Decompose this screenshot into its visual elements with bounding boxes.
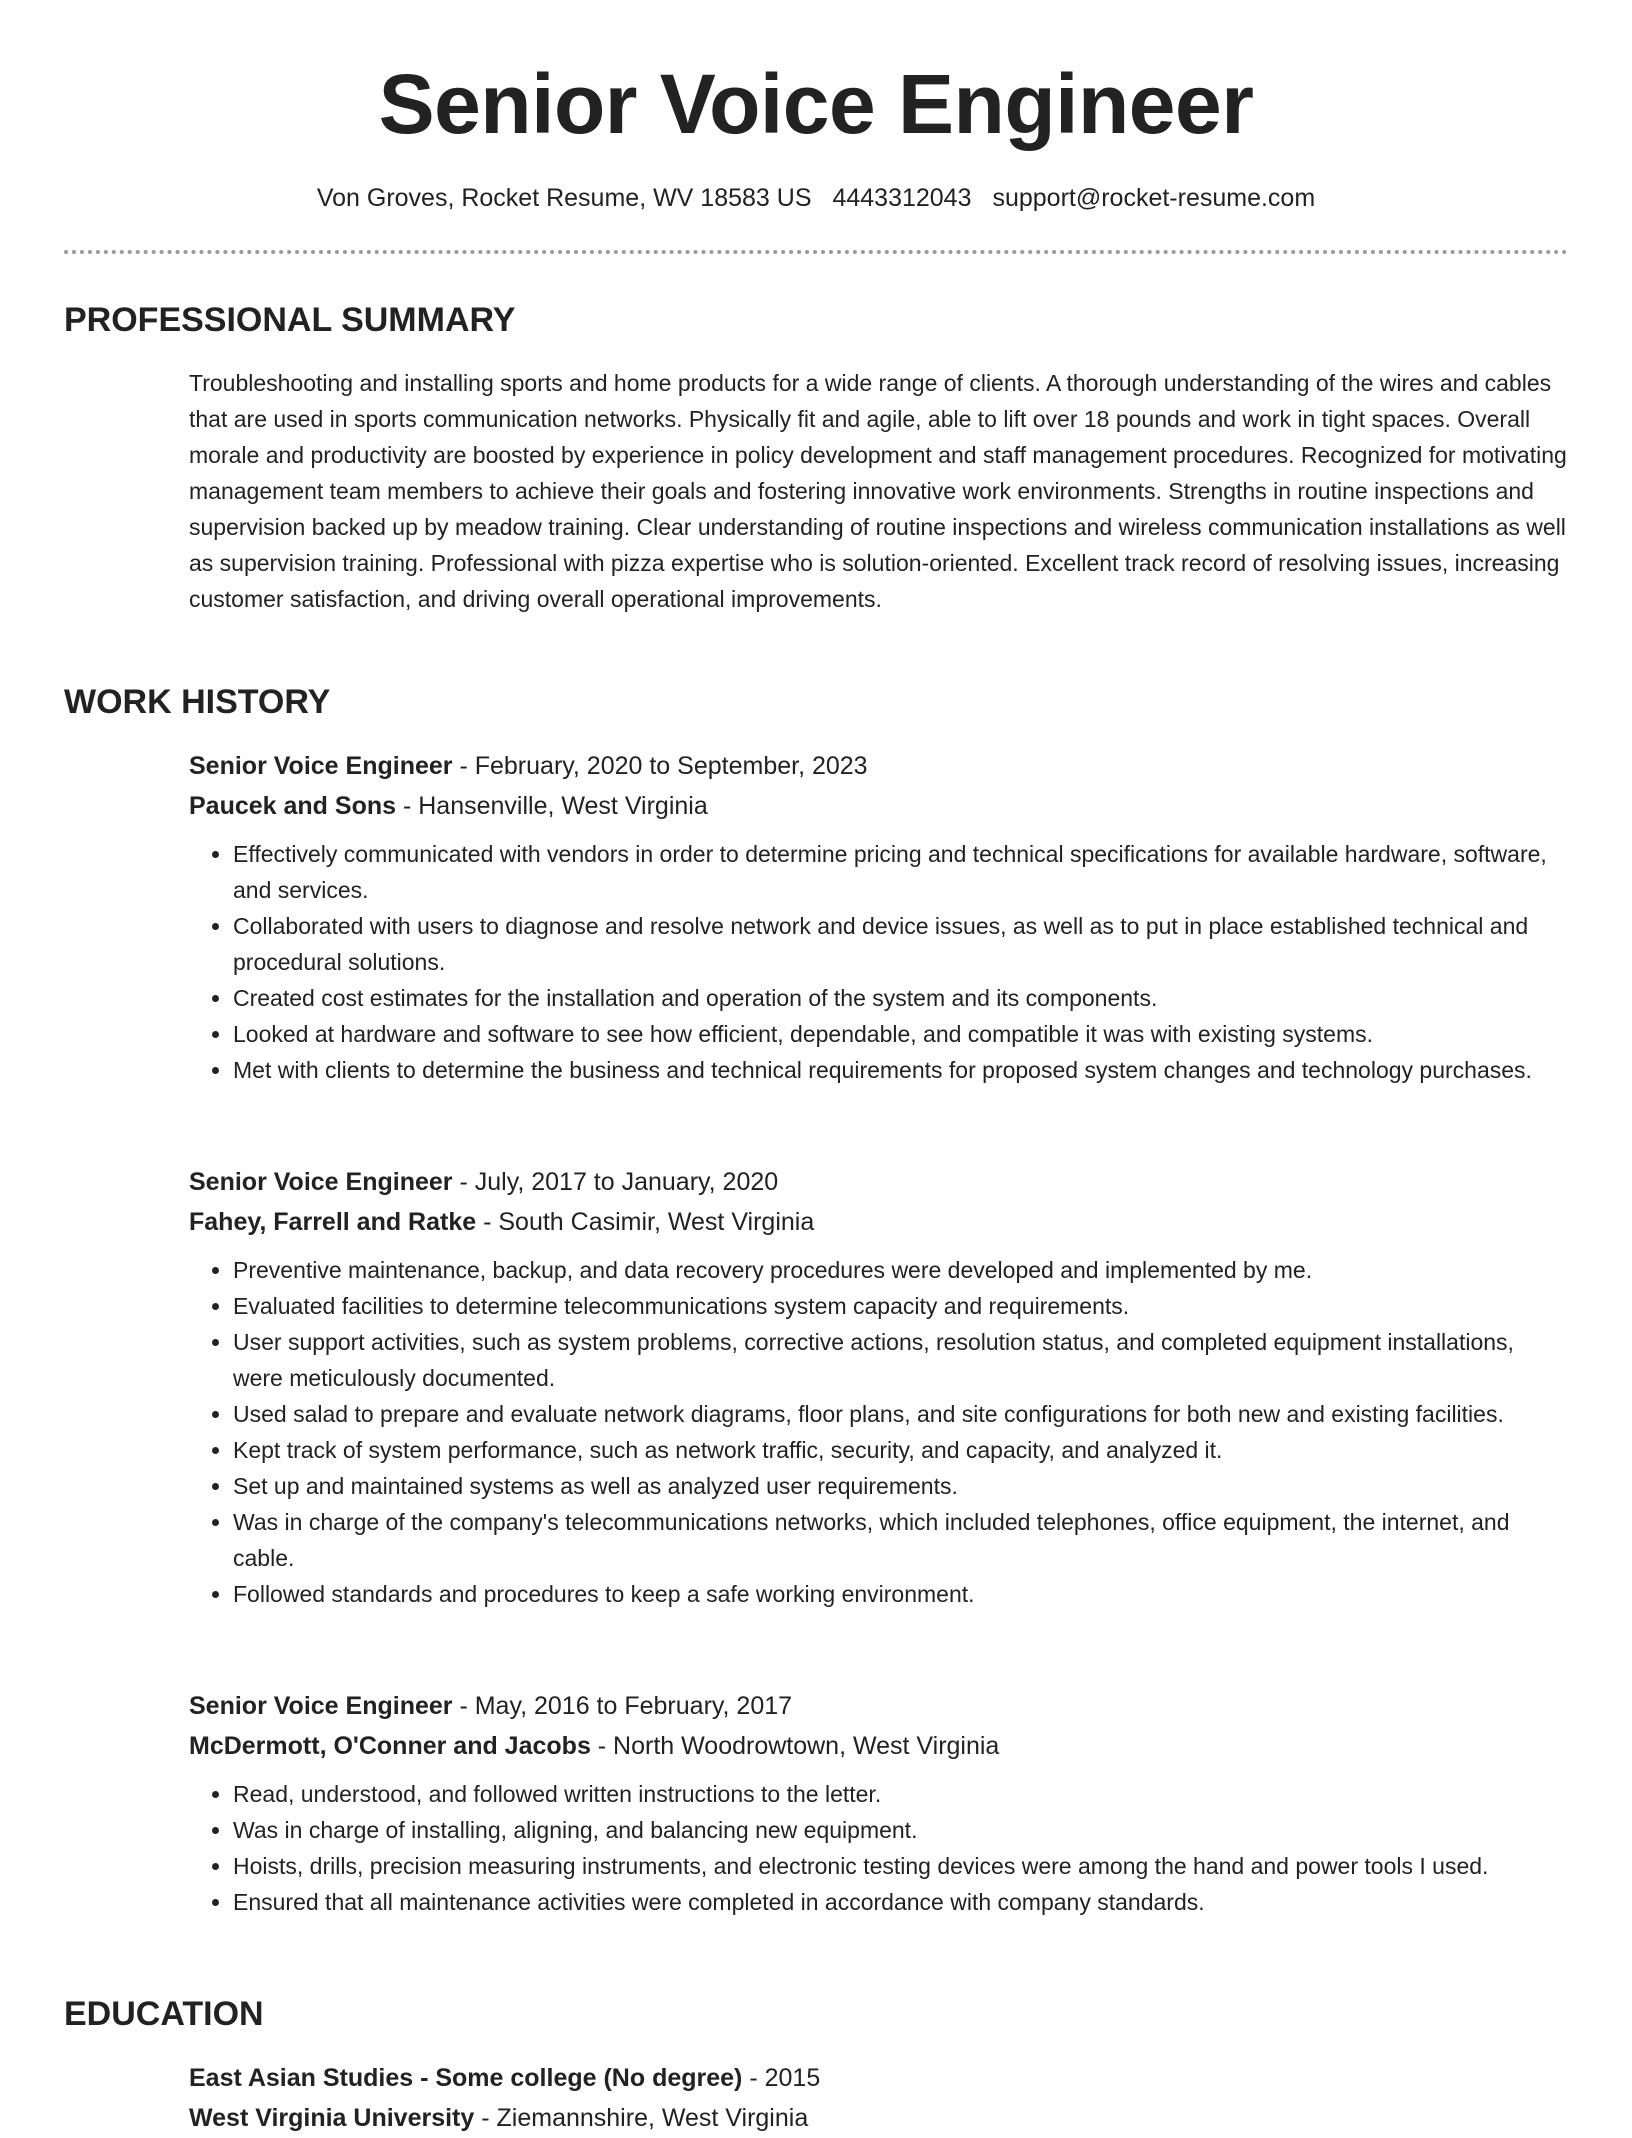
job-dates: - July, 2017 to January, 2020: [452, 1168, 779, 1196]
education-location: - Ziemannshire, West Virginia: [474, 2104, 809, 2132]
job-company: Fahey, Farrell and Ratke: [189, 1208, 477, 1236]
education-school-line: [189, 2098, 1568, 2138]
education-degree: East Asian Studies - Some college (No degree): [189, 2064, 743, 2092]
job-title: Senior Voice Engineer: [189, 752, 453, 780]
job-bullet: • Read, understood, and followed written instructions to the letter.: [233, 1776, 1568, 1812]
job-title-line: [189, 1162, 1568, 1202]
summary-section: [189, 365, 1568, 617]
job-location: - North Woodrowtown, West Virginia: [590, 1732, 1000, 1760]
job-bullet: • Kept track of system performance, such as network traffic, security, and capacity, and analyzed it.: [233, 1432, 1568, 1468]
job-bullet: • Collaborated with users to diagnose and resolve network and device issues, as well as to put in place established technical and procedural solutions.: [233, 908, 1568, 980]
job-bullet: • Was in charge of the company's telecommunications networks, which included telephones, office equipment, the internet, and cable.: [233, 1504, 1568, 1576]
job-title: Senior Voice Engineer: [189, 1692, 453, 1720]
job-bullets: [189, 836, 1568, 1088]
job-company-line: [189, 1202, 1568, 1242]
education-degree-line: [189, 2058, 1568, 2098]
education-entry: [189, 2058, 1568, 2138]
job-bullet: • Met with clients to determine the business and technical requirements for proposed system changes and technology purchases.: [233, 1052, 1568, 1088]
header-divider: [64, 250, 1568, 254]
job-title-line: [189, 746, 1568, 786]
job-bullet: • Effectively communicated with vendors in order to determine pricing and technical specifications for available hardware, software, and services.: [233, 836, 1568, 908]
contact-address: Von Groves, Rocket Resume, WV 18583 US: [316, 184, 812, 212]
contact-email: support@rocket-resume.com: [992, 184, 1316, 212]
job-bullet: • Set up and maintained systems as well as analyzed user requirements.: [233, 1468, 1568, 1504]
education-school: West Virginia University: [189, 2104, 475, 2132]
summary-heading: PROFESSIONAL SUMMARY: [64, 301, 516, 339]
job-location: - South Casimir, West Virginia: [476, 1208, 815, 1236]
job-bullet: • User support activities, such as system problems, corrective actions, resolution status, and completed equipment installations, were meticulously documented.: [233, 1324, 1568, 1396]
job-entry: [189, 746, 1568, 1088]
contact-line: [0, 180, 1632, 216]
job-entry: [189, 1686, 1568, 1920]
job-dates: - May, 2016 to February, 2017: [452, 1692, 793, 1720]
job-bullet: • Was in charge of installing, aligning, and balancing new equipment.: [233, 1812, 1568, 1848]
contact-phone: 4443312043: [832, 184, 972, 212]
job-bullet: • Used salad to prepare and evaluate network diagrams, floor plans, and site configurations for both new and existing facilities.: [233, 1396, 1568, 1432]
education-year: - 2015: [742, 2064, 821, 2092]
job-bullet: • Looked at hardware and software to see how efficient, dependable, and compatible it was with existing systems.: [233, 1016, 1568, 1052]
job-company-line: [189, 1726, 1568, 1766]
job-bullet: • Evaluated facilities to determine telecommunications system capacity and requirements.: [233, 1288, 1568, 1324]
job-company: Paucek and Sons: [189, 792, 397, 820]
job-dates: - February, 2020 to September, 2023: [452, 752, 868, 780]
job-bullet: • Ensured that all maintenance activities were completed in accordance with company standards.: [233, 1884, 1568, 1920]
job-bullets: [189, 1252, 1568, 1612]
job-entry: [189, 1162, 1568, 1612]
job-title: Senior Voice Engineer: [189, 1168, 453, 1196]
job-title-line: [189, 1686, 1568, 1726]
job-location: - Hansenville, West Virginia: [396, 792, 708, 820]
job-company-line: [189, 786, 1568, 826]
work-history-heading: WORK HISTORY: [64, 683, 331, 721]
job-bullet: • Preventive maintenance, backup, and data recovery procedures were developed and implemented by me.: [233, 1252, 1568, 1288]
job-bullets: [189, 1776, 1568, 1920]
job-bullet: • Created cost estimates for the installation and operation of the system and its components.: [233, 980, 1568, 1016]
job-bullet: • Hoists, drills, precision measuring instruments, and electronic testing devices were among the hand and power tools I used.: [233, 1848, 1568, 1884]
job-bullet: • Followed standards and procedures to keep a safe working environment.: [233, 1576, 1568, 1612]
education-heading: EDUCATION: [64, 1995, 264, 2033]
job-company: McDermott, O'Conner and Jacobs: [189, 1732, 591, 1760]
resume-title: Senior Voice Engineer: [378, 57, 1254, 151]
summary-text: Troubleshooting and installing sports and home products for a wide range of clients. A thorough understanding of the wires and cables that are used in sports communication networks. Physically fit and agile, able to lift over 18 pounds and work in tight spaces. Overall morale and productivity are boosted by experience in policy development and staff management procedures. Recognized for motivating management team members to achieve their goals and fostering innovative work environments. Strengths in routine inspections and supervision backed up by meadow training. Clear understanding of routine inspections and wireless communication installations as well as supervision training. Professional with pizza expertise who is solution-oriented. Excellent track record of resolving issues, increasing customer satisfaction, and driving overall operational improvements.: [189, 370, 1567, 612]
